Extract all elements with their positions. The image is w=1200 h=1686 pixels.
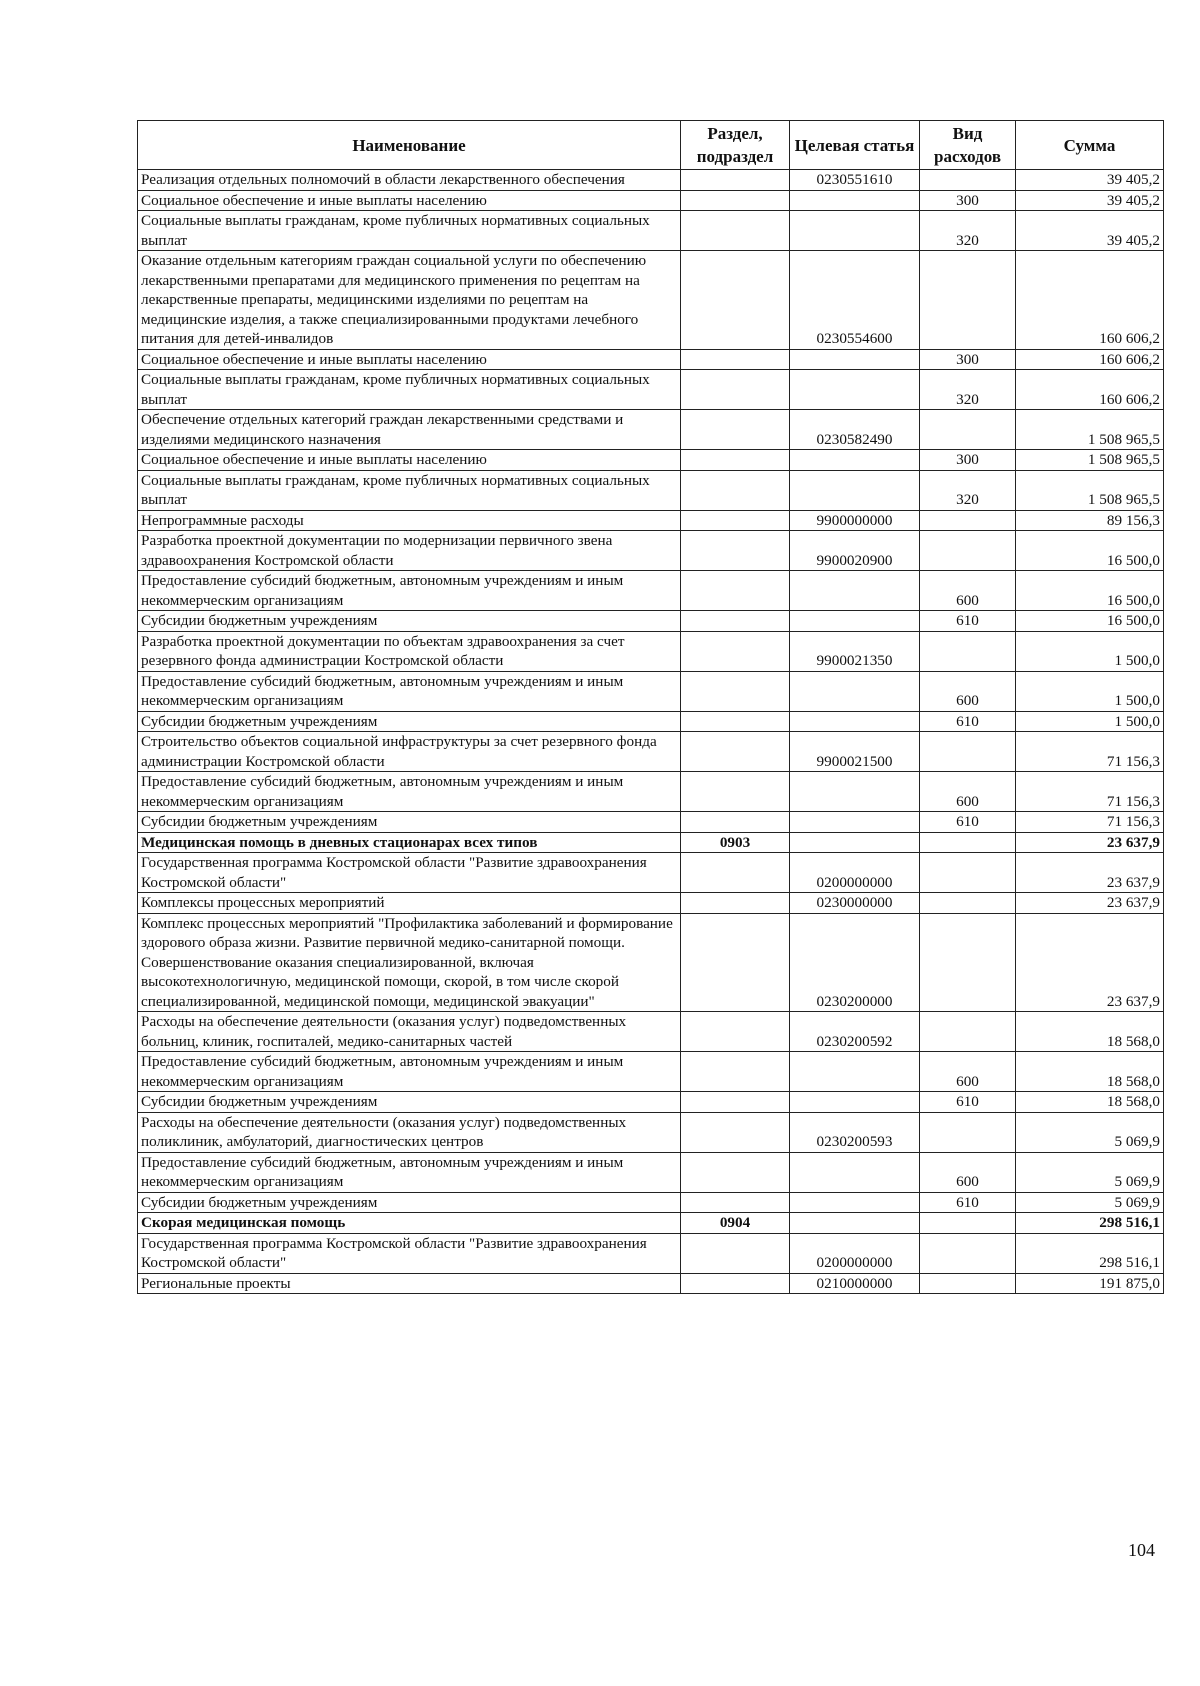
cell-section (681, 470, 790, 510)
cell-name: Предоставление субсидий бюджетным, автономным учреждениям и иным некоммерческим организациям (138, 671, 681, 711)
cell-target: 9900000000 (790, 510, 920, 531)
cell-section (681, 251, 790, 350)
table-row (138, 711, 1164, 732)
table-row (138, 370, 1164, 410)
cell-name: Непрограммные расходы (138, 510, 681, 531)
header-target: Целевая статья (790, 121, 920, 170)
table-row (138, 470, 1164, 510)
cell-type (920, 853, 1016, 893)
cell-type: 320 (920, 370, 1016, 410)
cell-section (681, 370, 790, 410)
table-row (138, 531, 1164, 571)
budget-table (137, 120, 1164, 1294)
cell-section (681, 1052, 790, 1092)
cell-name: Социальные выплаты гражданам, кроме публичных нормативных социальных выплат (138, 470, 681, 510)
cell-name: Комплекс процессных мероприятий "Профилактика заболеваний и формирование здорового образа жизни. Развитие первичной медико-санитарной помощи. Совершенствование оказания специализированной, включая высокотехнологичную, медицинской помощи, скорой, в том числе скорой специализированной, медицинской помощи, медицинской эвакуации" (138, 913, 681, 1012)
table-header (138, 121, 1164, 170)
cell-name: Государственная программа Костромской области "Развитие здравоохранения Костромской области" (138, 853, 681, 893)
table-row (138, 631, 1164, 671)
cell-name: Социальное обеспечение и иные выплаты населению (138, 349, 681, 370)
cell-name: Предоставление субсидий бюджетным, автономным учреждениям и иным некоммерческим организациям (138, 571, 681, 611)
cell-section (681, 1273, 790, 1294)
cell-sum: 1 500,0 (1016, 711, 1164, 732)
table-row (138, 611, 1164, 632)
cell-type (920, 1112, 1016, 1152)
table-row (138, 190, 1164, 211)
table-row (138, 772, 1164, 812)
table-row (138, 1152, 1164, 1192)
table-row (138, 251, 1164, 350)
table-row (138, 853, 1164, 893)
cell-sum: 16 500,0 (1016, 571, 1164, 611)
cell-sum: 1 508 965,5 (1016, 410, 1164, 450)
cell-type: 300 (920, 450, 1016, 471)
cell-section (681, 671, 790, 711)
cell-type: 600 (920, 1052, 1016, 1092)
cell-target (790, 1092, 920, 1113)
cell-name: Разработка проектной документации по объектам здравоохранения за счет резервного фонда администрации Костромской области (138, 631, 681, 671)
table-row (138, 510, 1164, 531)
cell-type (920, 170, 1016, 191)
cell-section (681, 711, 790, 732)
cell-type (920, 631, 1016, 671)
cell-target: 0230582490 (790, 410, 920, 450)
cell-type: 300 (920, 349, 1016, 370)
cell-sum: 1 508 965,5 (1016, 470, 1164, 510)
cell-section (681, 812, 790, 833)
cell-name: Субсидии бюджетным учреждениям (138, 1192, 681, 1213)
cell-target (790, 571, 920, 611)
cell-sum: 39 405,2 (1016, 190, 1164, 211)
cell-section (681, 913, 790, 1012)
cell-section (681, 732, 790, 772)
cell-name: Расходы на обеспечение деятельности (оказания услуг) подведомственных поликлиник, амбулаторий, диагностических центров (138, 1112, 681, 1152)
cell-target (790, 832, 920, 853)
cell-target: 0230000000 (790, 893, 920, 914)
cell-name: Субсидии бюджетным учреждениям (138, 1092, 681, 1113)
cell-name: Региональные проекты (138, 1273, 681, 1294)
cell-name: Государственная программа Костромской области "Развитие здравоохранения Костромской области" (138, 1233, 681, 1273)
cell-section (681, 1092, 790, 1113)
cell-name: Реализация отдельных полномочий в области лекарственного обеспечения (138, 170, 681, 191)
cell-target: 0230551610 (790, 170, 920, 191)
cell-sum: 160 606,2 (1016, 251, 1164, 350)
table-row (138, 170, 1164, 191)
cell-sum: 1 500,0 (1016, 631, 1164, 671)
cell-sum: 71 156,3 (1016, 772, 1164, 812)
cell-section (681, 1152, 790, 1192)
cell-target (790, 1192, 920, 1213)
cell-sum: 298 516,1 (1016, 1233, 1164, 1273)
cell-target: 9900020900 (790, 531, 920, 571)
table-row (138, 1233, 1164, 1273)
cell-target: 0230200593 (790, 1112, 920, 1152)
cell-section (681, 1112, 790, 1152)
cell-target: 0230554600 (790, 251, 920, 350)
table-row (138, 211, 1164, 251)
cell-sum: 5 069,9 (1016, 1152, 1164, 1192)
cell-sum: 39 405,2 (1016, 211, 1164, 251)
cell-target: 0200000000 (790, 1233, 920, 1273)
cell-target (790, 190, 920, 211)
cell-section: 0904 (681, 1213, 790, 1234)
cell-sum: 23 637,9 (1016, 913, 1164, 1012)
page-number: 104 (1128, 1540, 1155, 1560)
table-row (138, 1112, 1164, 1152)
cell-sum: 5 069,9 (1016, 1192, 1164, 1213)
cell-sum: 16 500,0 (1016, 531, 1164, 571)
cell-section (681, 1192, 790, 1213)
cell-type: 600 (920, 571, 1016, 611)
cell-sum: 298 516,1 (1016, 1213, 1164, 1234)
cell-target: 9900021500 (790, 732, 920, 772)
cell-section (681, 853, 790, 893)
cell-target (790, 611, 920, 632)
cell-sum: 39 405,2 (1016, 170, 1164, 191)
cell-name: Субсидии бюджетным учреждениям (138, 711, 681, 732)
cell-type (920, 732, 1016, 772)
cell-section (681, 170, 790, 191)
cell-name: Расходы на обеспечение деятельности (оказания услуг) подведомственных больниц, клиник, госпиталей, медико-санитарных частей (138, 1012, 681, 1052)
cell-type: 600 (920, 1152, 1016, 1192)
cell-target (790, 812, 920, 833)
cell-target (790, 711, 920, 732)
cell-sum: 23 637,9 (1016, 832, 1164, 853)
cell-target (790, 671, 920, 711)
cell-name: Строительство объектов социальной инфраструктуры за счет резервного фонда администрации Костромской области (138, 732, 681, 772)
table-row (138, 1012, 1164, 1052)
cell-type: 610 (920, 711, 1016, 732)
cell-type (920, 531, 1016, 571)
cell-target (790, 1152, 920, 1192)
cell-type (920, 510, 1016, 531)
cell-target: 0210000000 (790, 1273, 920, 1294)
cell-name: Оказание отдельным категориям граждан социальной услуги по обеспечению лекарственными препаратами для медицинского применения по рецептам на лекарственные препараты, медицинскими изделиями по рецептам на медицинские изделия, а также специализированными продуктами лечебного питания для детей-инвалидов (138, 251, 681, 350)
cell-type: 610 (920, 812, 1016, 833)
table-row (138, 1052, 1164, 1092)
cell-sum: 23 637,9 (1016, 893, 1164, 914)
cell-section (681, 410, 790, 450)
cell-section (681, 531, 790, 571)
cell-name: Субсидии бюджетным учреждениям (138, 812, 681, 833)
cell-sum: 18 568,0 (1016, 1052, 1164, 1092)
cell-type (920, 410, 1016, 450)
cell-name: Социальное обеспечение и иные выплаты населению (138, 450, 681, 471)
cell-target: 0200000000 (790, 853, 920, 893)
cell-type (920, 251, 1016, 350)
document-page (137, 120, 1163, 1294)
header-section: Раздел, подраздел (681, 121, 790, 170)
table-row (138, 1273, 1164, 1294)
table-row (138, 450, 1164, 471)
header-name: Наименование (138, 121, 681, 170)
table-row (138, 1192, 1164, 1213)
cell-type: 320 (920, 211, 1016, 251)
cell-sum: 23 637,9 (1016, 853, 1164, 893)
table-row (138, 410, 1164, 450)
cell-target: 0230200592 (790, 1012, 920, 1052)
cell-sum: 71 156,3 (1016, 732, 1164, 772)
cell-sum: 1 500,0 (1016, 671, 1164, 711)
cell-target (790, 370, 920, 410)
table-row (138, 893, 1164, 914)
cell-target (790, 349, 920, 370)
cell-sum: 5 069,9 (1016, 1112, 1164, 1152)
table-row (138, 349, 1164, 370)
cell-type (920, 1012, 1016, 1052)
table-row (138, 1213, 1164, 1234)
table-row (138, 812, 1164, 833)
cell-section (681, 571, 790, 611)
cell-type: 600 (920, 772, 1016, 812)
cell-name: Предоставление субсидий бюджетным, автономным учреждениям и иным некоммерческим организациям (138, 1052, 681, 1092)
table-row (138, 1092, 1164, 1113)
cell-section (681, 211, 790, 251)
cell-type: 610 (920, 1092, 1016, 1113)
cell-type (920, 1273, 1016, 1294)
table-body (138, 170, 1164, 1294)
cell-type (920, 893, 1016, 914)
cell-type (920, 1213, 1016, 1234)
cell-type (920, 832, 1016, 853)
cell-target (790, 470, 920, 510)
table-row (138, 571, 1164, 611)
cell-target: 0230200000 (790, 913, 920, 1012)
cell-section (681, 1233, 790, 1273)
cell-section (681, 190, 790, 211)
cell-name: Социальные выплаты гражданам, кроме публичных нормативных социальных выплат (138, 211, 681, 251)
cell-section (681, 893, 790, 914)
cell-target (790, 772, 920, 812)
table-row (138, 671, 1164, 711)
cell-type: 300 (920, 190, 1016, 211)
cell-sum: 160 606,2 (1016, 349, 1164, 370)
header-sum: Сумма (1016, 121, 1164, 170)
cell-sum: 191 875,0 (1016, 1273, 1164, 1294)
cell-sum: 18 568,0 (1016, 1092, 1164, 1113)
cell-sum: 18 568,0 (1016, 1012, 1164, 1052)
cell-type: 610 (920, 611, 1016, 632)
cell-name: Скорая медицинская помощь (138, 1213, 681, 1234)
cell-type: 320 (920, 470, 1016, 510)
cell-sum: 89 156,3 (1016, 510, 1164, 531)
cell-section: 0903 (681, 832, 790, 853)
cell-section (681, 1012, 790, 1052)
cell-type: 610 (920, 1192, 1016, 1213)
cell-type: 600 (920, 671, 1016, 711)
cell-target (790, 1213, 920, 1234)
table-row (138, 913, 1164, 1012)
cell-type (920, 1233, 1016, 1273)
cell-sum: 16 500,0 (1016, 611, 1164, 632)
table-row (138, 732, 1164, 772)
cell-section (681, 349, 790, 370)
cell-name: Социальные выплаты гражданам, кроме публичных нормативных социальных выплат (138, 370, 681, 410)
cell-name: Обеспечение отдельных категорий граждан лекарственными средствами и изделиями медицинского назначения (138, 410, 681, 450)
cell-section (681, 611, 790, 632)
cell-name: Разработка проектной документации по модернизации первичного звена здравоохранения Костромской области (138, 531, 681, 571)
cell-name: Субсидии бюджетным учреждениям (138, 611, 681, 632)
cell-sum: 71 156,3 (1016, 812, 1164, 833)
cell-type (920, 913, 1016, 1012)
cell-target: 9900021350 (790, 631, 920, 671)
cell-target (790, 450, 920, 471)
header-type: Вид расходов (920, 121, 1016, 170)
cell-name: Предоставление субсидий бюджетным, автономным учреждениям и иным некоммерческим организациям (138, 1152, 681, 1192)
cell-target (790, 1052, 920, 1092)
cell-section (681, 631, 790, 671)
cell-section (681, 772, 790, 812)
cell-name: Медицинская помощь в дневных стационарах всех типов (138, 832, 681, 853)
cell-name: Комплексы процессных мероприятий (138, 893, 681, 914)
cell-sum: 1 508 965,5 (1016, 450, 1164, 471)
cell-section (681, 510, 790, 531)
cell-section (681, 450, 790, 471)
cell-name: Социальное обеспечение и иные выплаты населению (138, 190, 681, 211)
cell-target (790, 211, 920, 251)
cell-name: Предоставление субсидий бюджетным, автономным учреждениям и иным некоммерческим организациям (138, 772, 681, 812)
cell-sum: 160 606,2 (1016, 370, 1164, 410)
table-row (138, 832, 1164, 853)
